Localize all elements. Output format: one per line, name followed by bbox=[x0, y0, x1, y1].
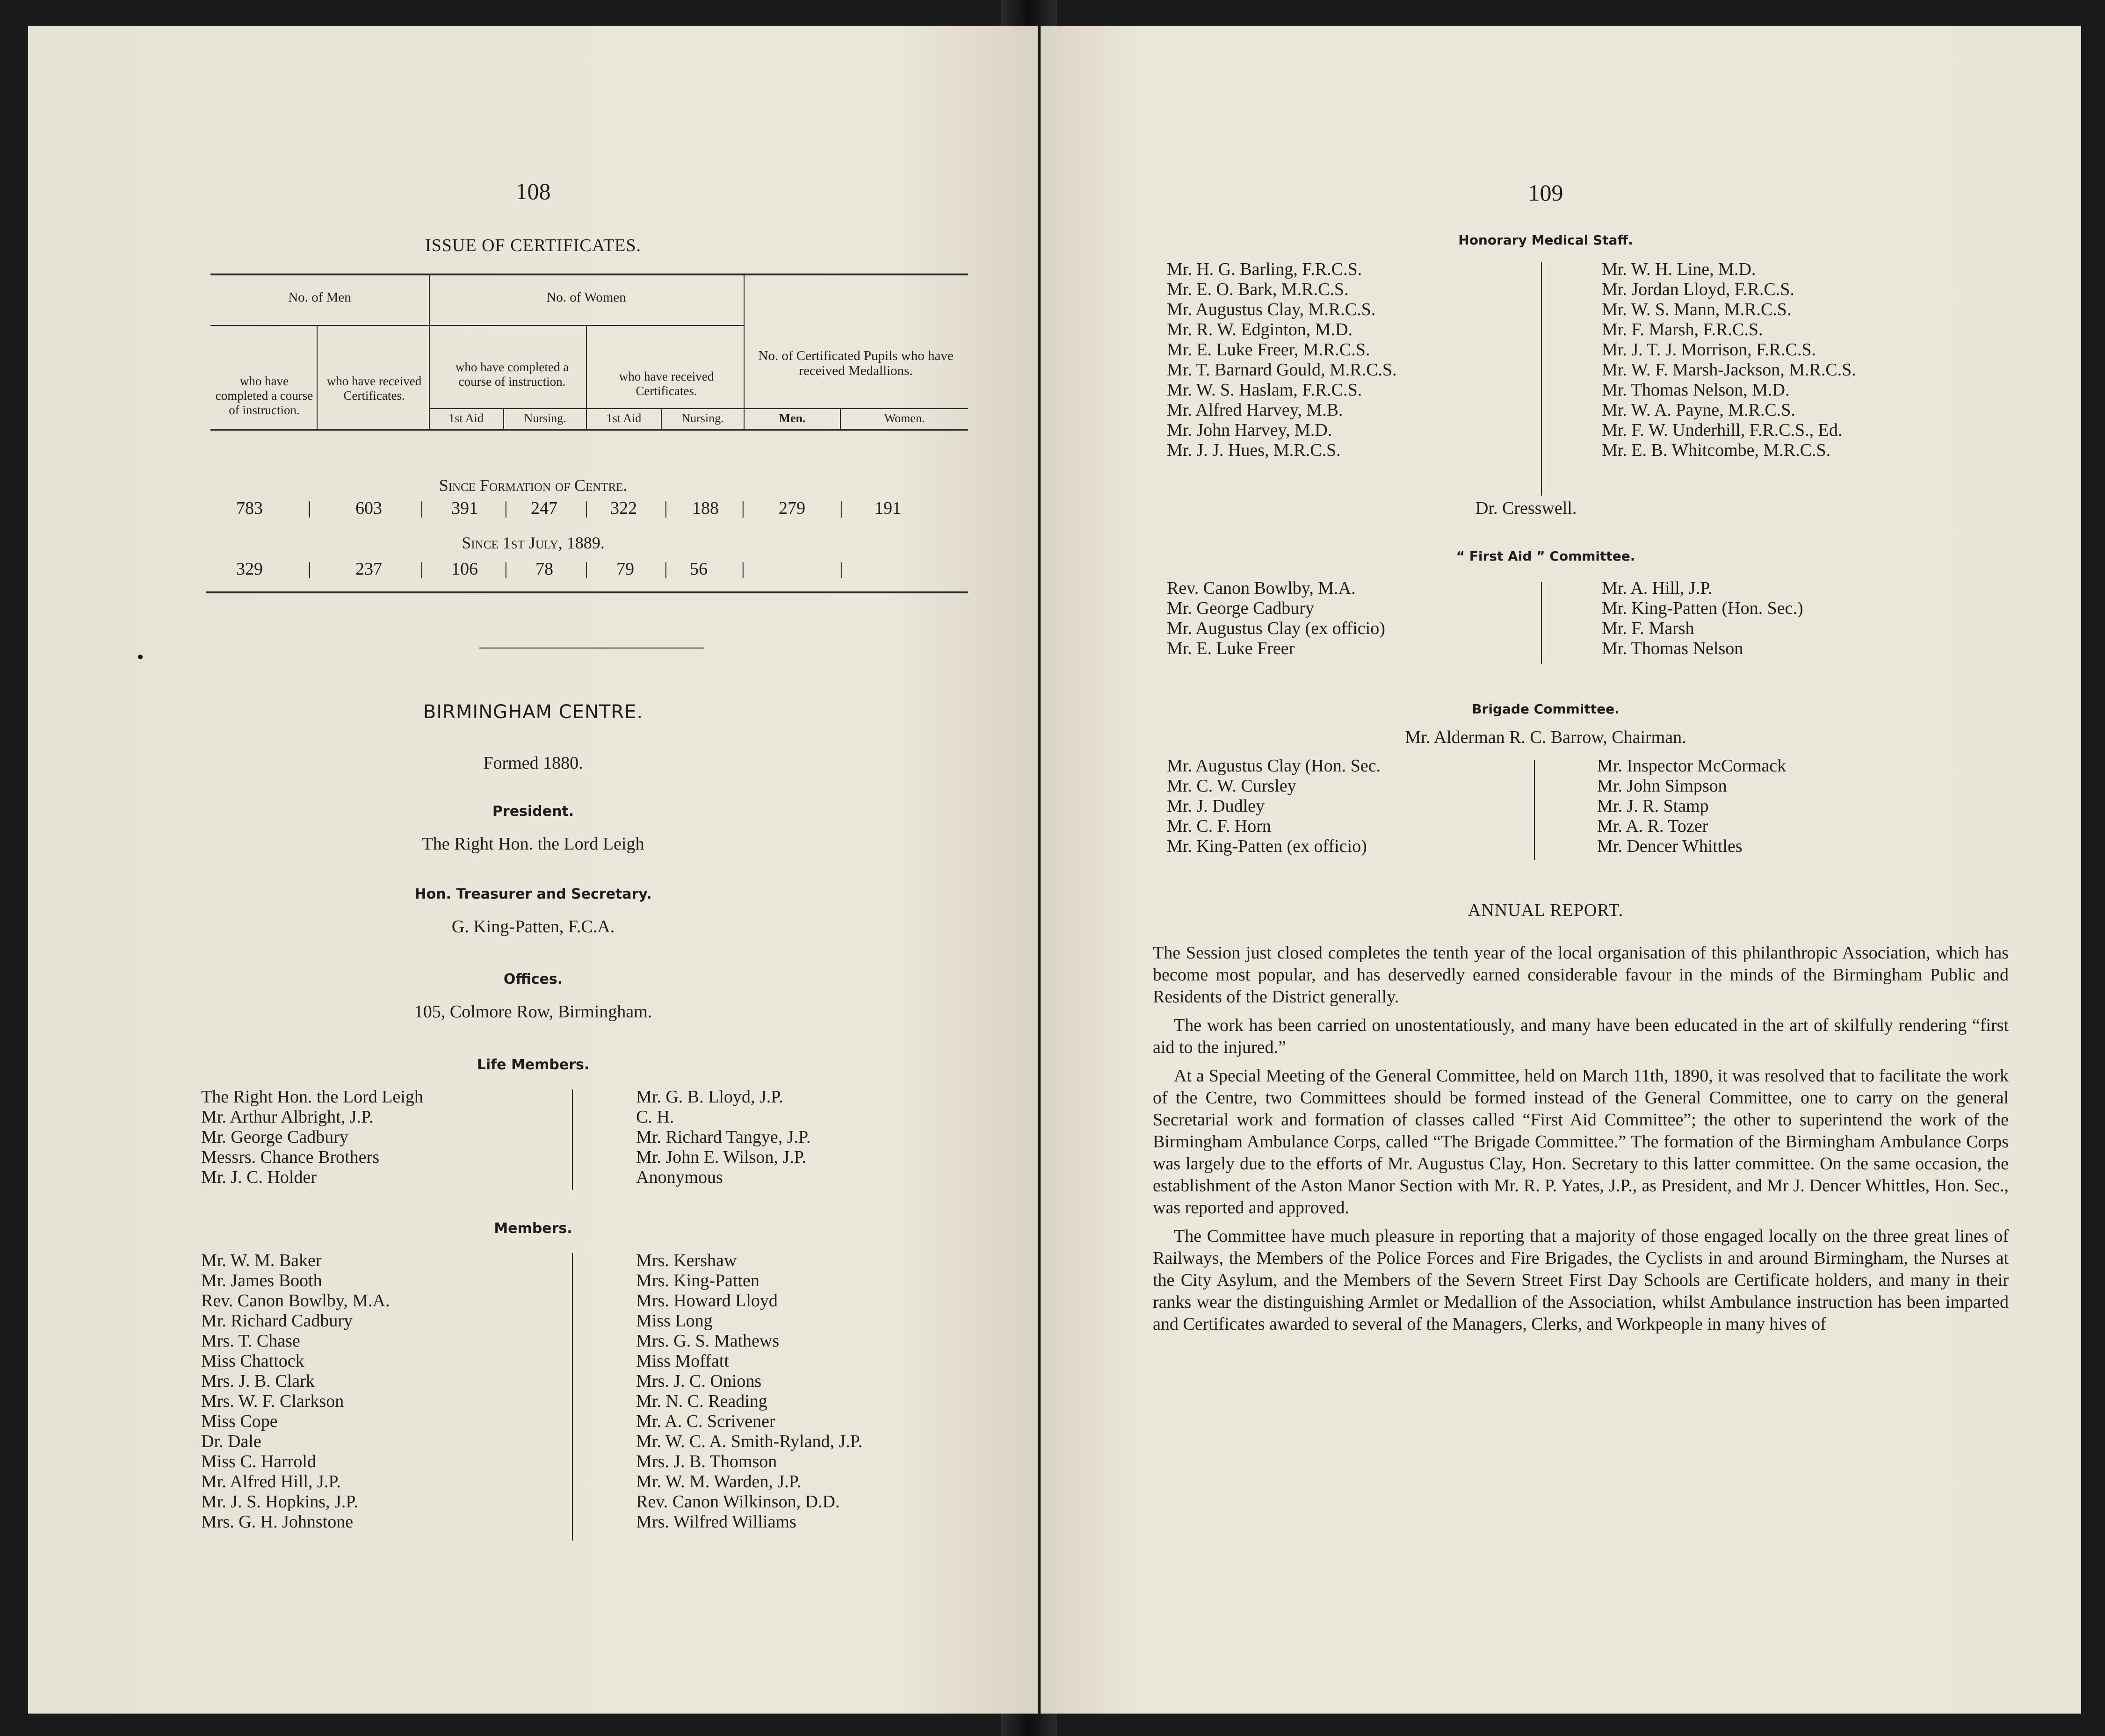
list-item: Mr. J. Dudley bbox=[1167, 796, 1265, 816]
list-item: Mr. H. G. Barling, F.R.C.S. bbox=[1167, 259, 1362, 279]
first-aid-right-list bbox=[1602, 578, 1803, 659]
members-left-list bbox=[201, 1251, 390, 1532]
medical-heading: Honorary Medical Staff. bbox=[1458, 232, 1633, 248]
list-item: Mr. John E. Wilson, J.P. bbox=[636, 1147, 807, 1167]
list-item: Mrs. G. S. Mathews bbox=[636, 1331, 780, 1351]
list-item: Mr. F. Marsh, F.R.C.S. bbox=[1602, 320, 1763, 339]
treasurer-heading: Hon. Treasurer and Secretary. bbox=[414, 886, 652, 902]
president-name: The Right Hon. the Lord Leigh bbox=[422, 834, 644, 854]
list-item: Mrs. G. H. Johnstone bbox=[201, 1512, 354, 1532]
list-item: Mr. E. B. Whitcombe, M.R.C.S. bbox=[1602, 440, 1831, 460]
list-item: Miss Cope bbox=[201, 1412, 278, 1431]
list-item: Mr. W. S. Haslam, F.R.C.S. bbox=[1167, 380, 1362, 400]
list-item: Messrs. Chance Brothers bbox=[201, 1147, 379, 1167]
list-item: Mr. Augustus Clay (Hon. Sec. bbox=[1167, 756, 1381, 776]
list-item: Mr. W. M. Baker bbox=[201, 1251, 322, 1270]
report-paragraph: At a Special Meeting of the General Committee, held on March 11th, 1890, it was resolved that to facilitate the work of the Centre, two Committees should be formed instead of the General Committee, one to carry on the general Secretarial work and formation of classes called “First Aid Committee”; the other to superintend the work of the Birmingham Ambulance Corps, called “The Brigade Committee.” The formation of the Birmingham Ambulance Corps was largely due to the efforts of Mr. Augustus Clay, Hon. Secretary to this latter committee. On the same occasion, the establishment of the Aston Manor Section with Mr. R. P. Yates, J.P., as President, and Mr J. Dencer Whittles, Hon. Sec., was reported and approved. bbox=[1153, 1066, 2009, 1217]
report-paragraph: The Committee have much pleasure in reporting that a majority of those engaged locally on the three great lines of Railways, the Members of the Police Forces and Fire Brigades, the Cyclists in and around Birmingham, the Nurses at the City Asylum, and the Members of the Severn Street First Day Schools are Certificate holders, and many in their ranks wear the distinguishing Armlet or Medallion of the Association, whilst Ambulance instruction has been imparted and Certificates awarded to several of the Managers, Clerks, and Workpeople in many hives of bbox=[1153, 1226, 2009, 1334]
brigade-left-list bbox=[1167, 756, 1381, 857]
list-item: Mr. J. C. Holder bbox=[201, 1167, 317, 1187]
list-item: Mr. Arthur Albright, J.P. bbox=[201, 1107, 374, 1127]
members-right-list bbox=[636, 1251, 862, 1532]
column-divider bbox=[1541, 262, 1542, 496]
list-item: Mr. Alfred Harvey, M.B. bbox=[1167, 400, 1343, 420]
list-item: Mr. A. Hill, J.P. bbox=[1602, 578, 1713, 598]
value-cell: 391 bbox=[451, 498, 478, 518]
header-women-completed: who have completed a course of instruction. bbox=[455, 360, 569, 389]
list-item: Mr. E. Luke Freer, M.R.C.S. bbox=[1167, 340, 1370, 360]
value-cell: 79 bbox=[616, 559, 634, 579]
medical-extra: Dr. Cresswell. bbox=[1476, 498, 1577, 518]
value-cell: 247 bbox=[531, 498, 557, 518]
life-members-heading: Life Members. bbox=[477, 1057, 590, 1073]
page-number: 108 bbox=[515, 178, 551, 204]
life-members-left-list bbox=[201, 1087, 423, 1188]
header-men: No. of Men bbox=[288, 290, 351, 305]
list-item: Miss Long bbox=[636, 1311, 713, 1331]
list-item: Miss C. Harrold bbox=[201, 1452, 316, 1471]
value-cell: 188 bbox=[692, 498, 719, 518]
header-medallions: No. of Certificated Pupils who have received Medallions. bbox=[758, 348, 954, 378]
value-cell: 279 bbox=[779, 498, 805, 518]
table-title: ISSUE OF CERTIFICATES. bbox=[425, 236, 642, 255]
medical-left-list bbox=[1167, 259, 1397, 461]
list-item: Mr. G. B. Lloyd, J.P. bbox=[636, 1087, 783, 1107]
list-item: Mr. C. F. Horn bbox=[1167, 816, 1271, 836]
formed-year: Formed 1880. bbox=[483, 753, 583, 773]
list-item: C. H. bbox=[636, 1107, 674, 1127]
report-body bbox=[1153, 942, 2009, 1342]
list-item: Mrs. Howard Lloyd bbox=[636, 1291, 778, 1311]
header-men-received: who have received Certificates. bbox=[326, 374, 422, 403]
members-heading: Members. bbox=[494, 1220, 572, 1237]
list-item: Rev. Canon Bowlby, M.A. bbox=[201, 1291, 390, 1311]
list-item: Mrs. Wilfred Williams bbox=[636, 1512, 796, 1532]
header-women: No. of Women bbox=[546, 290, 626, 305]
list-item: Mrs. J. B. Thomson bbox=[636, 1452, 777, 1471]
since-formation-row: 783 603 391 247 322 188 279 191 | | | | | | | bbox=[236, 498, 901, 518]
life-members-right-list bbox=[636, 1087, 810, 1188]
list-item: Mr. Richard Tangye, J.P. bbox=[636, 1127, 811, 1147]
list-item: Mrs. J. C. Onions bbox=[636, 1371, 762, 1391]
list-item: Mr. C. W. Cursley bbox=[1167, 776, 1296, 796]
right-page bbox=[1041, 26, 2081, 1714]
list-item: Dr. Dale bbox=[201, 1432, 261, 1451]
since-july-row: 329 237 106 78 79 56 | | | | | | | bbox=[236, 559, 843, 579]
list-item: Miss Moffatt bbox=[636, 1351, 729, 1371]
page-number: 109 bbox=[1528, 180, 1563, 206]
list-item: Mr. E. Luke Freer bbox=[1167, 639, 1295, 658]
list-item: Mrs. J. B. Clark bbox=[201, 1371, 315, 1391]
list-item: Mr. King-Patten (ex officio) bbox=[1167, 836, 1367, 856]
list-item: Mr. W. S. Mann, M.R.C.S. bbox=[1602, 300, 1792, 319]
list-item: Rev. Canon Wilkinson, D.D. bbox=[636, 1492, 840, 1512]
report-paragraph: The Session just closed completes the tenth year of the local organisation of this philanthropic Association, which has become most popular, and has deservedly earned considerable favour in the minds of the Birmingham Public and Residents of the District generally. bbox=[1153, 943, 2009, 1007]
value-cell: 106 bbox=[451, 559, 478, 579]
list-item: Miss Chattock bbox=[201, 1351, 304, 1371]
ink-dot bbox=[138, 655, 143, 659]
list-item: Mrs. King-Patten bbox=[636, 1271, 760, 1290]
list-item: Mr. King-Patten (Hon. Sec.) bbox=[1602, 598, 1803, 618]
list-item: Mr. F. Marsh bbox=[1602, 619, 1694, 638]
list-item: Mr. John Simpson bbox=[1597, 776, 1727, 796]
column-divider bbox=[1541, 582, 1542, 664]
value-cell: 191 bbox=[875, 498, 901, 518]
medical-right-list bbox=[1602, 259, 1856, 461]
value-cell: 78 bbox=[535, 559, 553, 579]
list-item: Mr. A. R. Tozer bbox=[1597, 816, 1708, 836]
list-item: Mr. Thomas Nelson bbox=[1602, 639, 1743, 658]
list-item: The Right Hon. the Lord Leigh bbox=[201, 1087, 423, 1107]
brigade-heading: Brigade Committee. bbox=[1472, 701, 1620, 717]
since-formation-label: Since Formation of Centre. bbox=[439, 476, 628, 495]
value-cell: 322 bbox=[610, 498, 637, 518]
header-women-received: who have received Certificates. bbox=[619, 369, 714, 398]
list-item: Mr. Thomas Nelson, M.D. bbox=[1602, 380, 1790, 400]
centre-title: BIRMINGHAM CENTRE. bbox=[423, 701, 644, 723]
list-item: Mr. J. J. Hues, M.R.C.S. bbox=[1167, 440, 1341, 460]
list-item: Mr. W. A. Payne, M.R.C.S. bbox=[1602, 400, 1795, 420]
list-item: Mr. Richard Cadbury bbox=[201, 1311, 353, 1331]
report-paragraph: The work has been carried on unostentatiously, and many have been educated in the art of skilfully rendering “first aid to the injured.” bbox=[1153, 1016, 2009, 1057]
president-heading: President. bbox=[492, 803, 574, 820]
value-cell: 56 bbox=[690, 559, 708, 579]
header-nursing-2: Nursing. bbox=[681, 411, 724, 425]
list-item: Mr. Alfred Hill, J.P. bbox=[201, 1472, 341, 1491]
value-cell: 237 bbox=[355, 559, 382, 579]
list-item: Mr. A. C. Scrivener bbox=[636, 1412, 775, 1431]
list-item: Mrs. W. F. Clarkson bbox=[201, 1391, 344, 1411]
value-cell: 603 bbox=[355, 498, 382, 518]
header-nursing-1: Nursing. bbox=[524, 411, 566, 425]
header-men-medal: Men. bbox=[779, 411, 806, 425]
list-item: Mr. Augustus Clay, M.R.C.S. bbox=[1167, 300, 1376, 319]
list-item: Mr. Dencer Whittles bbox=[1597, 836, 1743, 856]
header-first-aid-1: 1st Aid bbox=[448, 411, 484, 425]
list-item: Mr. Jordan Lloyd, F.R.C.S. bbox=[1602, 280, 1794, 299]
list-item: Mr. W. C. A. Smith-Ryland, J.P. bbox=[636, 1432, 863, 1451]
left-page bbox=[28, 26, 1038, 1714]
column-divider bbox=[1534, 760, 1535, 860]
list-item: Mr. John Harvey, M.D. bbox=[1167, 420, 1332, 440]
since-july-label: Since 1st July, 1889. bbox=[462, 533, 605, 552]
value-cell: 329 bbox=[236, 559, 263, 579]
list-item: Mr. J. T. J. Morrison, F.R.C.S. bbox=[1602, 340, 1816, 360]
report-heading: ANNUAL REPORT. bbox=[1468, 900, 1624, 920]
list-item: Mr. W. M. Warden, J.P. bbox=[636, 1472, 802, 1491]
brigade-chair: Mr. Alderman R. C. Barrow, Chairman. bbox=[1405, 728, 1686, 747]
offices-address: 105, Colmore Row, Birmingham. bbox=[414, 1002, 652, 1022]
header-first-aid-2: 1st Aid bbox=[606, 411, 642, 425]
brigade-right-list bbox=[1597, 756, 1786, 857]
list-item: Mr. W. F. Marsh-Jackson, M.R.C.S. bbox=[1602, 360, 1856, 380]
list-item: Mr. George Cadbury bbox=[1167, 598, 1314, 618]
list-item: Mr. J. S. Hopkins, J.P. bbox=[201, 1492, 358, 1512]
list-item: Anonymous bbox=[636, 1167, 723, 1187]
value-cell: 783 bbox=[236, 498, 263, 518]
list-item: Mr. R. W. Edginton, M.D. bbox=[1167, 320, 1353, 339]
list-item: Mr. Inspector McCormack bbox=[1597, 756, 1787, 776]
column-divider bbox=[572, 1253, 573, 1541]
list-item: Mr. W. H. Line, M.D. bbox=[1602, 259, 1756, 279]
list-item: Mr. N. C. Reading bbox=[636, 1391, 767, 1411]
header-men-completed: who have completed a course of instruction. bbox=[215, 374, 313, 417]
list-item: Mrs. T. Chase bbox=[201, 1331, 300, 1351]
offices-heading: Offices. bbox=[503, 971, 563, 987]
list-item: Mr. F. W. Underhill, F.R.C.S., Ed. bbox=[1602, 420, 1843, 440]
first-aid-left-list bbox=[1167, 578, 1385, 659]
header-women-medal: Women. bbox=[884, 411, 925, 425]
list-item: Mr. E. O. Bark, M.R.C.S. bbox=[1167, 280, 1349, 299]
list-item: Mrs. Kershaw bbox=[636, 1251, 737, 1270]
treasurer-name: G. King-Patten, F.C.A. bbox=[451, 917, 615, 936]
list-item: Rev. Canon Bowlby, M.A. bbox=[1167, 578, 1356, 598]
list-item: Mr. Augustus Clay (ex officio) bbox=[1167, 619, 1385, 638]
list-item: Mr. J. R. Stamp bbox=[1597, 796, 1709, 816]
list-item: Mr. George Cadbury bbox=[201, 1127, 348, 1147]
first-aid-heading: “ First Aid ” Committee. bbox=[1456, 548, 1635, 564]
list-item: Mr. James Booth bbox=[201, 1271, 322, 1290]
list-item: Mr. T. Barnard Gould, M.R.C.S. bbox=[1167, 360, 1397, 380]
column-divider bbox=[572, 1089, 573, 1190]
